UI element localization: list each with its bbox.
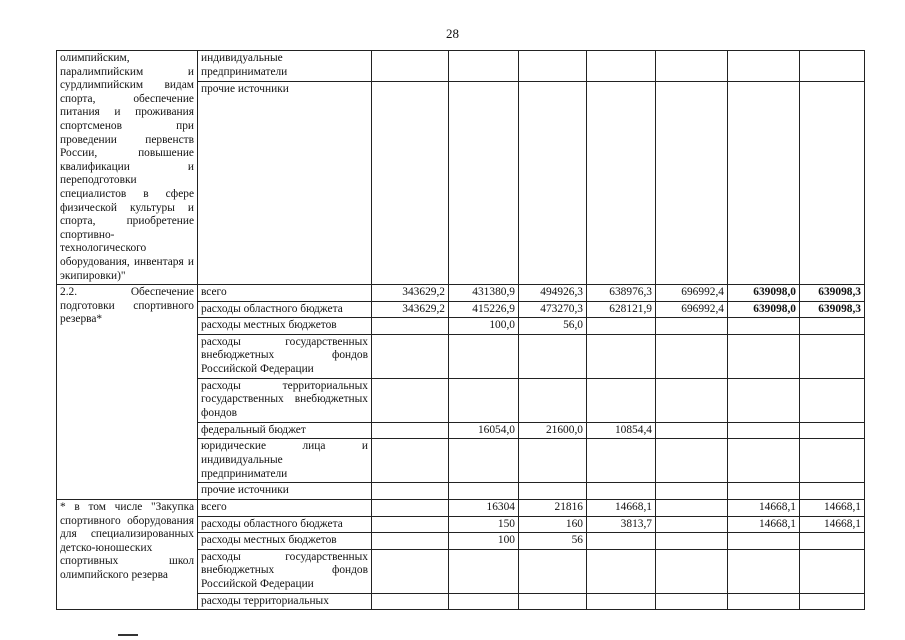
table-row: [57, 500, 865, 517]
amount-cell: 16054,0: [449, 422, 519, 439]
amount-cell: [656, 516, 728, 533]
amount-cell: [372, 378, 449, 422]
measure-description: олимпийским, паралимпийским и сурдлимпийским видам спорта, обеспечение питания и проживания спортсменов при проведении первенств России, повышение квалификации и переподготовки специалистов в сфере физической культуры и спорта, приобретение спортивно-технологического оборудования, инвентаря и экипировки)": [57, 51, 198, 285]
amount-cell: 431380,9: [449, 285, 519, 302]
amount-cell: 639098,0: [728, 301, 800, 318]
amount-cell: 343629,2: [372, 285, 449, 302]
amount-cell: [372, 81, 449, 285]
amount-cell: 150: [449, 516, 519, 533]
amount-cell: [519, 593, 587, 610]
funding-source: расходы местных бюджетов: [198, 533, 372, 550]
amount-cell: [372, 549, 449, 593]
amount-cell: [800, 533, 865, 550]
amount-cell: 415226,9: [449, 301, 519, 318]
amount-cell: 56,0: [519, 318, 587, 335]
amount-cell: [449, 334, 519, 378]
amount-cell: 14668,1: [800, 500, 865, 517]
amount-cell: [800, 51, 865, 82]
funding-source: всего: [198, 500, 372, 517]
amount-cell: [519, 549, 587, 593]
amount-cell: 14668,1: [800, 516, 865, 533]
amount-cell: [728, 334, 800, 378]
table-row: [57, 285, 865, 302]
amount-cell: 16304: [449, 500, 519, 517]
amount-cell: [656, 483, 728, 500]
table-row: [57, 51, 865, 82]
amount-cell: [449, 51, 519, 82]
amount-cell: [587, 593, 656, 610]
amount-cell: [449, 549, 519, 593]
amount-cell: 473270,3: [519, 301, 587, 318]
amount-cell: 100: [449, 533, 519, 550]
amount-cell: [800, 483, 865, 500]
amount-cell: [587, 318, 656, 335]
funding-source: расходы территориальных: [198, 593, 372, 610]
amount-cell: 639098,0: [728, 285, 800, 302]
amount-cell: [587, 51, 656, 82]
amount-cell: 160: [519, 516, 587, 533]
amount-cell: [800, 422, 865, 439]
funding-source: прочие источники: [198, 483, 372, 500]
funding-source: индивидуальные предприниматели: [198, 51, 372, 82]
amount-cell: [656, 593, 728, 610]
amount-cell: [519, 439, 587, 483]
amount-cell: [519, 51, 587, 82]
amount-cell: [656, 51, 728, 82]
amount-cell: [728, 378, 800, 422]
amount-cell: [519, 334, 587, 378]
amount-cell: 14668,1: [728, 500, 800, 517]
measure-description: 2.2. Обеспечение подготовки спортивного резерва*: [57, 285, 198, 500]
amount-cell: [800, 439, 865, 483]
amount-cell: 14668,1: [728, 516, 800, 533]
amount-cell: 696992,4: [656, 285, 728, 302]
amount-cell: [519, 81, 587, 285]
amount-cell: 21816: [519, 500, 587, 517]
amount-cell: 638976,3: [587, 285, 656, 302]
amount-cell: [372, 516, 449, 533]
funding-source: расходы областного бюджета: [198, 301, 372, 318]
amount-cell: [372, 51, 449, 82]
funding-source: юридические лица и индивидуальные предприниматели: [198, 439, 372, 483]
amount-cell: [372, 500, 449, 517]
amount-cell: [449, 439, 519, 483]
amount-cell: 343629,2: [372, 301, 449, 318]
amount-cell: [800, 81, 865, 285]
funding-source: федеральный бюджет: [198, 422, 372, 439]
amount-cell: [728, 483, 800, 500]
amount-cell: 10854,4: [587, 422, 656, 439]
amount-cell: [656, 533, 728, 550]
measure-description: * в том числе "Закупка спортивного оборудования для специализированных детско-юношеских спортивных школ олимпийского резерва: [57, 500, 198, 610]
amount-cell: [587, 334, 656, 378]
amount-cell: [800, 378, 865, 422]
amount-cell: 639098,3: [800, 285, 865, 302]
amount-cell: [372, 318, 449, 335]
amount-cell: [728, 593, 800, 610]
amount-cell: [587, 549, 656, 593]
amount-cell: [587, 439, 656, 483]
amount-cell: [656, 422, 728, 439]
amount-cell: [800, 318, 865, 335]
amount-cell: 3813,7: [587, 516, 656, 533]
amount-cell: 56: [519, 533, 587, 550]
amount-cell: [372, 439, 449, 483]
amount-cell: 14668,1: [587, 500, 656, 517]
amount-cell: [372, 334, 449, 378]
amount-cell: [656, 500, 728, 517]
funding-source: прочие источники: [198, 81, 372, 285]
amount-cell: [728, 533, 800, 550]
amount-cell: [800, 549, 865, 593]
funding-source: всего: [198, 285, 372, 302]
budget-table: [56, 50, 865, 610]
funding-source: расходы государственных внебюджетных фондов Российской Федерации: [198, 549, 372, 593]
funding-source: расходы местных бюджетов: [198, 318, 372, 335]
amount-cell: [372, 422, 449, 439]
amount-cell: 100,0: [449, 318, 519, 335]
amount-cell: [800, 593, 865, 610]
amount-cell: [728, 318, 800, 335]
amount-cell: 639098,3: [800, 301, 865, 318]
amount-cell: [656, 549, 728, 593]
funding-source: расходы государственных внебюджетных фондов Российской Федерации: [198, 334, 372, 378]
amount-cell: [728, 51, 800, 82]
amount-cell: [449, 483, 519, 500]
amount-cell: [728, 439, 800, 483]
amount-cell: [587, 533, 656, 550]
scan-artifact: [118, 634, 138, 636]
amount-cell: 628121,9: [587, 301, 656, 318]
amount-cell: [449, 378, 519, 422]
amount-cell: [728, 81, 800, 285]
amount-cell: [800, 334, 865, 378]
amount-cell: [372, 533, 449, 550]
amount-cell: [372, 593, 449, 610]
budget-table-body: [57, 51, 865, 610]
amount-cell: [656, 334, 728, 378]
amount-cell: [449, 81, 519, 285]
amount-cell: [656, 439, 728, 483]
funding-source: расходы областного бюджета: [198, 516, 372, 533]
amount-cell: [587, 483, 656, 500]
amount-cell: [372, 483, 449, 500]
funding-source: расходы территориальных государственных внебюджетных фондов: [198, 378, 372, 422]
amount-cell: 494926,3: [519, 285, 587, 302]
amount-cell: [728, 422, 800, 439]
amount-cell: [656, 318, 728, 335]
amount-cell: [519, 483, 587, 500]
amount-cell: [449, 593, 519, 610]
amount-cell: [656, 81, 728, 285]
amount-cell: [587, 378, 656, 422]
amount-cell: [587, 81, 656, 285]
amount-cell: 696992,4: [656, 301, 728, 318]
page-number: 28: [446, 26, 459, 41]
amount-cell: [728, 549, 800, 593]
amount-cell: [519, 378, 587, 422]
amount-cell: [656, 378, 728, 422]
amount-cell: 21600,0: [519, 422, 587, 439]
